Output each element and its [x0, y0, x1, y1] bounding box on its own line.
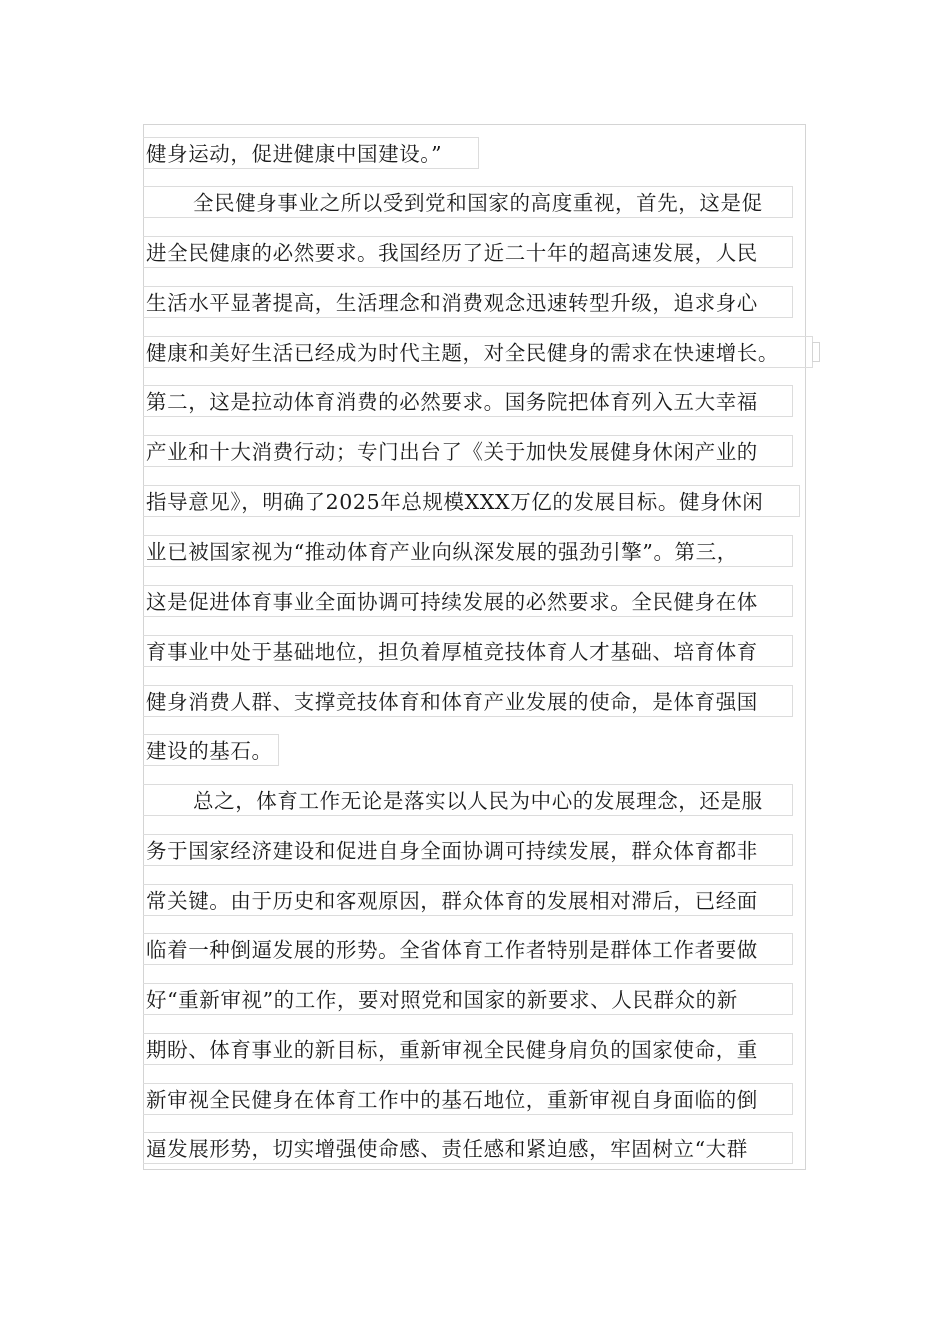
text-line: 新审视全民健身在体育工作中的基石地位，重新审视自身面临的倒 [143, 1083, 793, 1115]
text-line: 生活水平显著提高，生活理念和消费观念迅速转型升级，追求身心 [143, 286, 793, 318]
text-line: 常关键。由于历史和客观原因，群众体育的发展相对滞后，已经面 [143, 884, 793, 916]
text-line: 产业和十大消费行动；专门出台了《关于加快发展健身休闲产业的 [143, 435, 793, 467]
text-line: 指导意见》，明确了2025年总规模XXX万亿的发展目标。健身休闲 [143, 485, 800, 517]
text-line: 健身运动，促进健康中国建设。” [143, 137, 479, 169]
text-line: 逼发展形势，切实增强使命感、责任感和紧迫感，牢固树立“大群 [143, 1132, 793, 1164]
text-line: 期盼、体育事业的新目标，重新审视全民健身肩负的国家使命，重 [143, 1033, 793, 1065]
text-line: 临着一种倒逼发展的形势。全省体育工作者特别是群体工作者要做 [143, 933, 793, 965]
text-line: 第二，这是拉动体育消费的必然要求。国务院把体育列入五大幸福 [143, 385, 793, 417]
overflow-box [812, 342, 820, 362]
text-line: 健身消费人群、支撑竞技体育和体育产业发展的使命，是体育强国 [143, 685, 793, 717]
text-line: 育事业中处于基础地位，担负着厚植竞技体育人才基础、培育体育 [143, 635, 793, 667]
paragraph-start-line: 全民健身事业之所以受到党和国家的高度重视，首先，这是促 [143, 186, 793, 218]
text-line: 务于国家经济建设和促进自身全面协调可持续发展，群众体育都非 [143, 834, 793, 866]
text-line: 健康和美好生活已经成为时代主题，对全民健身的需求在快速增长。 [143, 336, 813, 368]
text-line: 进全民健康的必然要求。我国经历了近二十年的超高速发展，人民 [143, 236, 793, 268]
text-line: 建设的基石。 [143, 734, 279, 766]
text-line: 业已被国家视为“推动体育产业向纵深发展的强劲引擎”。第三， [143, 535, 793, 567]
text-line: 这是促进体育事业全面协调可持续发展的必然要求。全民健身在体 [143, 585, 793, 617]
text-line: 好“重新审视”的工作，要对照党和国家的新要求、人民群众的新 [143, 983, 793, 1015]
paragraph-start-line: 总之，体育工作无论是落实以人民为中心的发展理念，还是服 [143, 784, 793, 816]
